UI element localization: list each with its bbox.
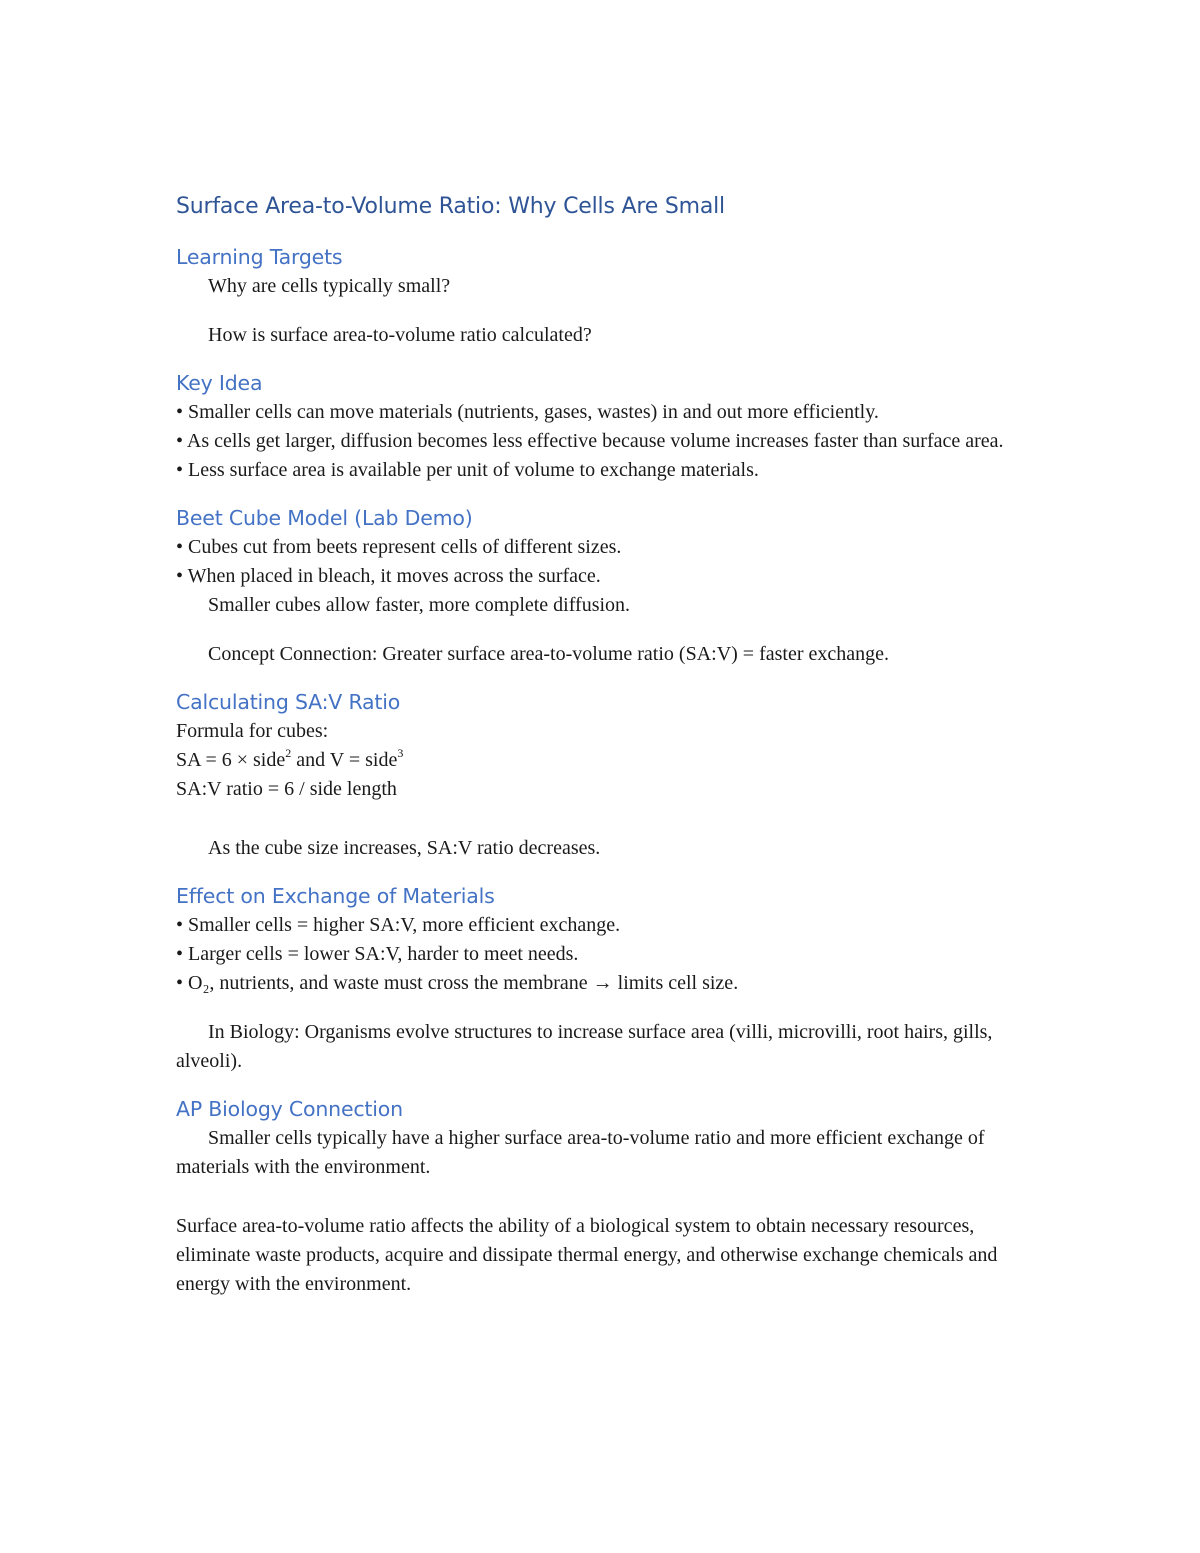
beet-cube-bullet: • Cubes cut from beets represent cells of different sizes. bbox=[176, 536, 622, 558]
ratio-formula: SA:V ratio = 6 / side length bbox=[176, 778, 397, 800]
beet-cube-note: Smaller cubes allow faster, more complete diffusion. bbox=[208, 594, 631, 616]
key-idea-bullet: • Smaller cells can move materials (nutrients, gases, wastes) in and out more efficiently. bbox=[176, 401, 879, 423]
biology-note: In Biology: Organisms evolve structures to increase surface area (villi, microvilli, root hairs, gills, alveoli). bbox=[176, 1021, 993, 1072]
effect-bullet: • Smaller cells = higher SA:V, more efficient exchange. bbox=[176, 914, 621, 936]
key-idea-bullet: • Less surface area is available per unit of volume to exchange materials. bbox=[176, 459, 759, 481]
page-title: Surface Area-to-Volume Ratio: Why Cells Are Small bbox=[176, 194, 725, 219]
beet-cube-heading: Beet Cube Model (Lab Demo) bbox=[176, 506, 473, 530]
sa-formula: SA = 6 × side bbox=[176, 749, 286, 771]
learning-target-item: How is surface area-to-volume ratio calculated? bbox=[208, 324, 592, 346]
learning-target-item: Why are cells typically small? bbox=[208, 275, 451, 297]
sa-exponent: 2 bbox=[285, 746, 292, 761]
formula-sa-v bbox=[176, 746, 1016, 775]
ap-paragraph-1: Smaller cells typically have a higher surface area-to-volume ratio and more efficient exchange of materials with the environment. bbox=[176, 1127, 985, 1178]
calculating-note: As the cube size increases, SA:V ratio decreases. bbox=[208, 837, 601, 859]
learning-targets-heading: Learning Targets bbox=[176, 245, 343, 269]
document-page bbox=[176, 190, 1016, 1299]
formula-intro: Formula for cubes: bbox=[176, 720, 329, 742]
key-idea-bullet: • As cells get larger, diffusion becomes less effective because volume increases faster than surface area. bbox=[176, 430, 1004, 452]
v-formula: and V = side bbox=[291, 749, 398, 771]
key-idea-heading: Key Idea bbox=[176, 371, 263, 395]
v-exponent: 3 bbox=[397, 746, 404, 761]
ap-paragraph-2: Surface area-to-volume ratio affects the ability of a biological system to obtain necessary resources, eliminate waste products, acquire and dissipate thermal energy, and otherwise exchange chemicals and energy with the environment. bbox=[176, 1215, 998, 1295]
calculating-heading: Calculating SA:V Ratio bbox=[176, 690, 401, 714]
concept-connection: Concept Connection: Greater surface area-to-volume ratio (SA:V) = faster exchange. bbox=[208, 643, 889, 665]
beet-cube-bullet: • When placed in bleach, it moves across the surface. bbox=[176, 565, 601, 587]
ap-biology-heading: AP Biology Connection bbox=[176, 1097, 403, 1121]
effect-bullet: • O₂, nutrients, and waste must cross the membrane → limits cell size. bbox=[176, 972, 739, 994]
effect-heading: Effect on Exchange of Materials bbox=[176, 884, 495, 908]
effect-bullet: • Larger cells = lower SA:V, harder to meet needs. bbox=[176, 943, 579, 965]
